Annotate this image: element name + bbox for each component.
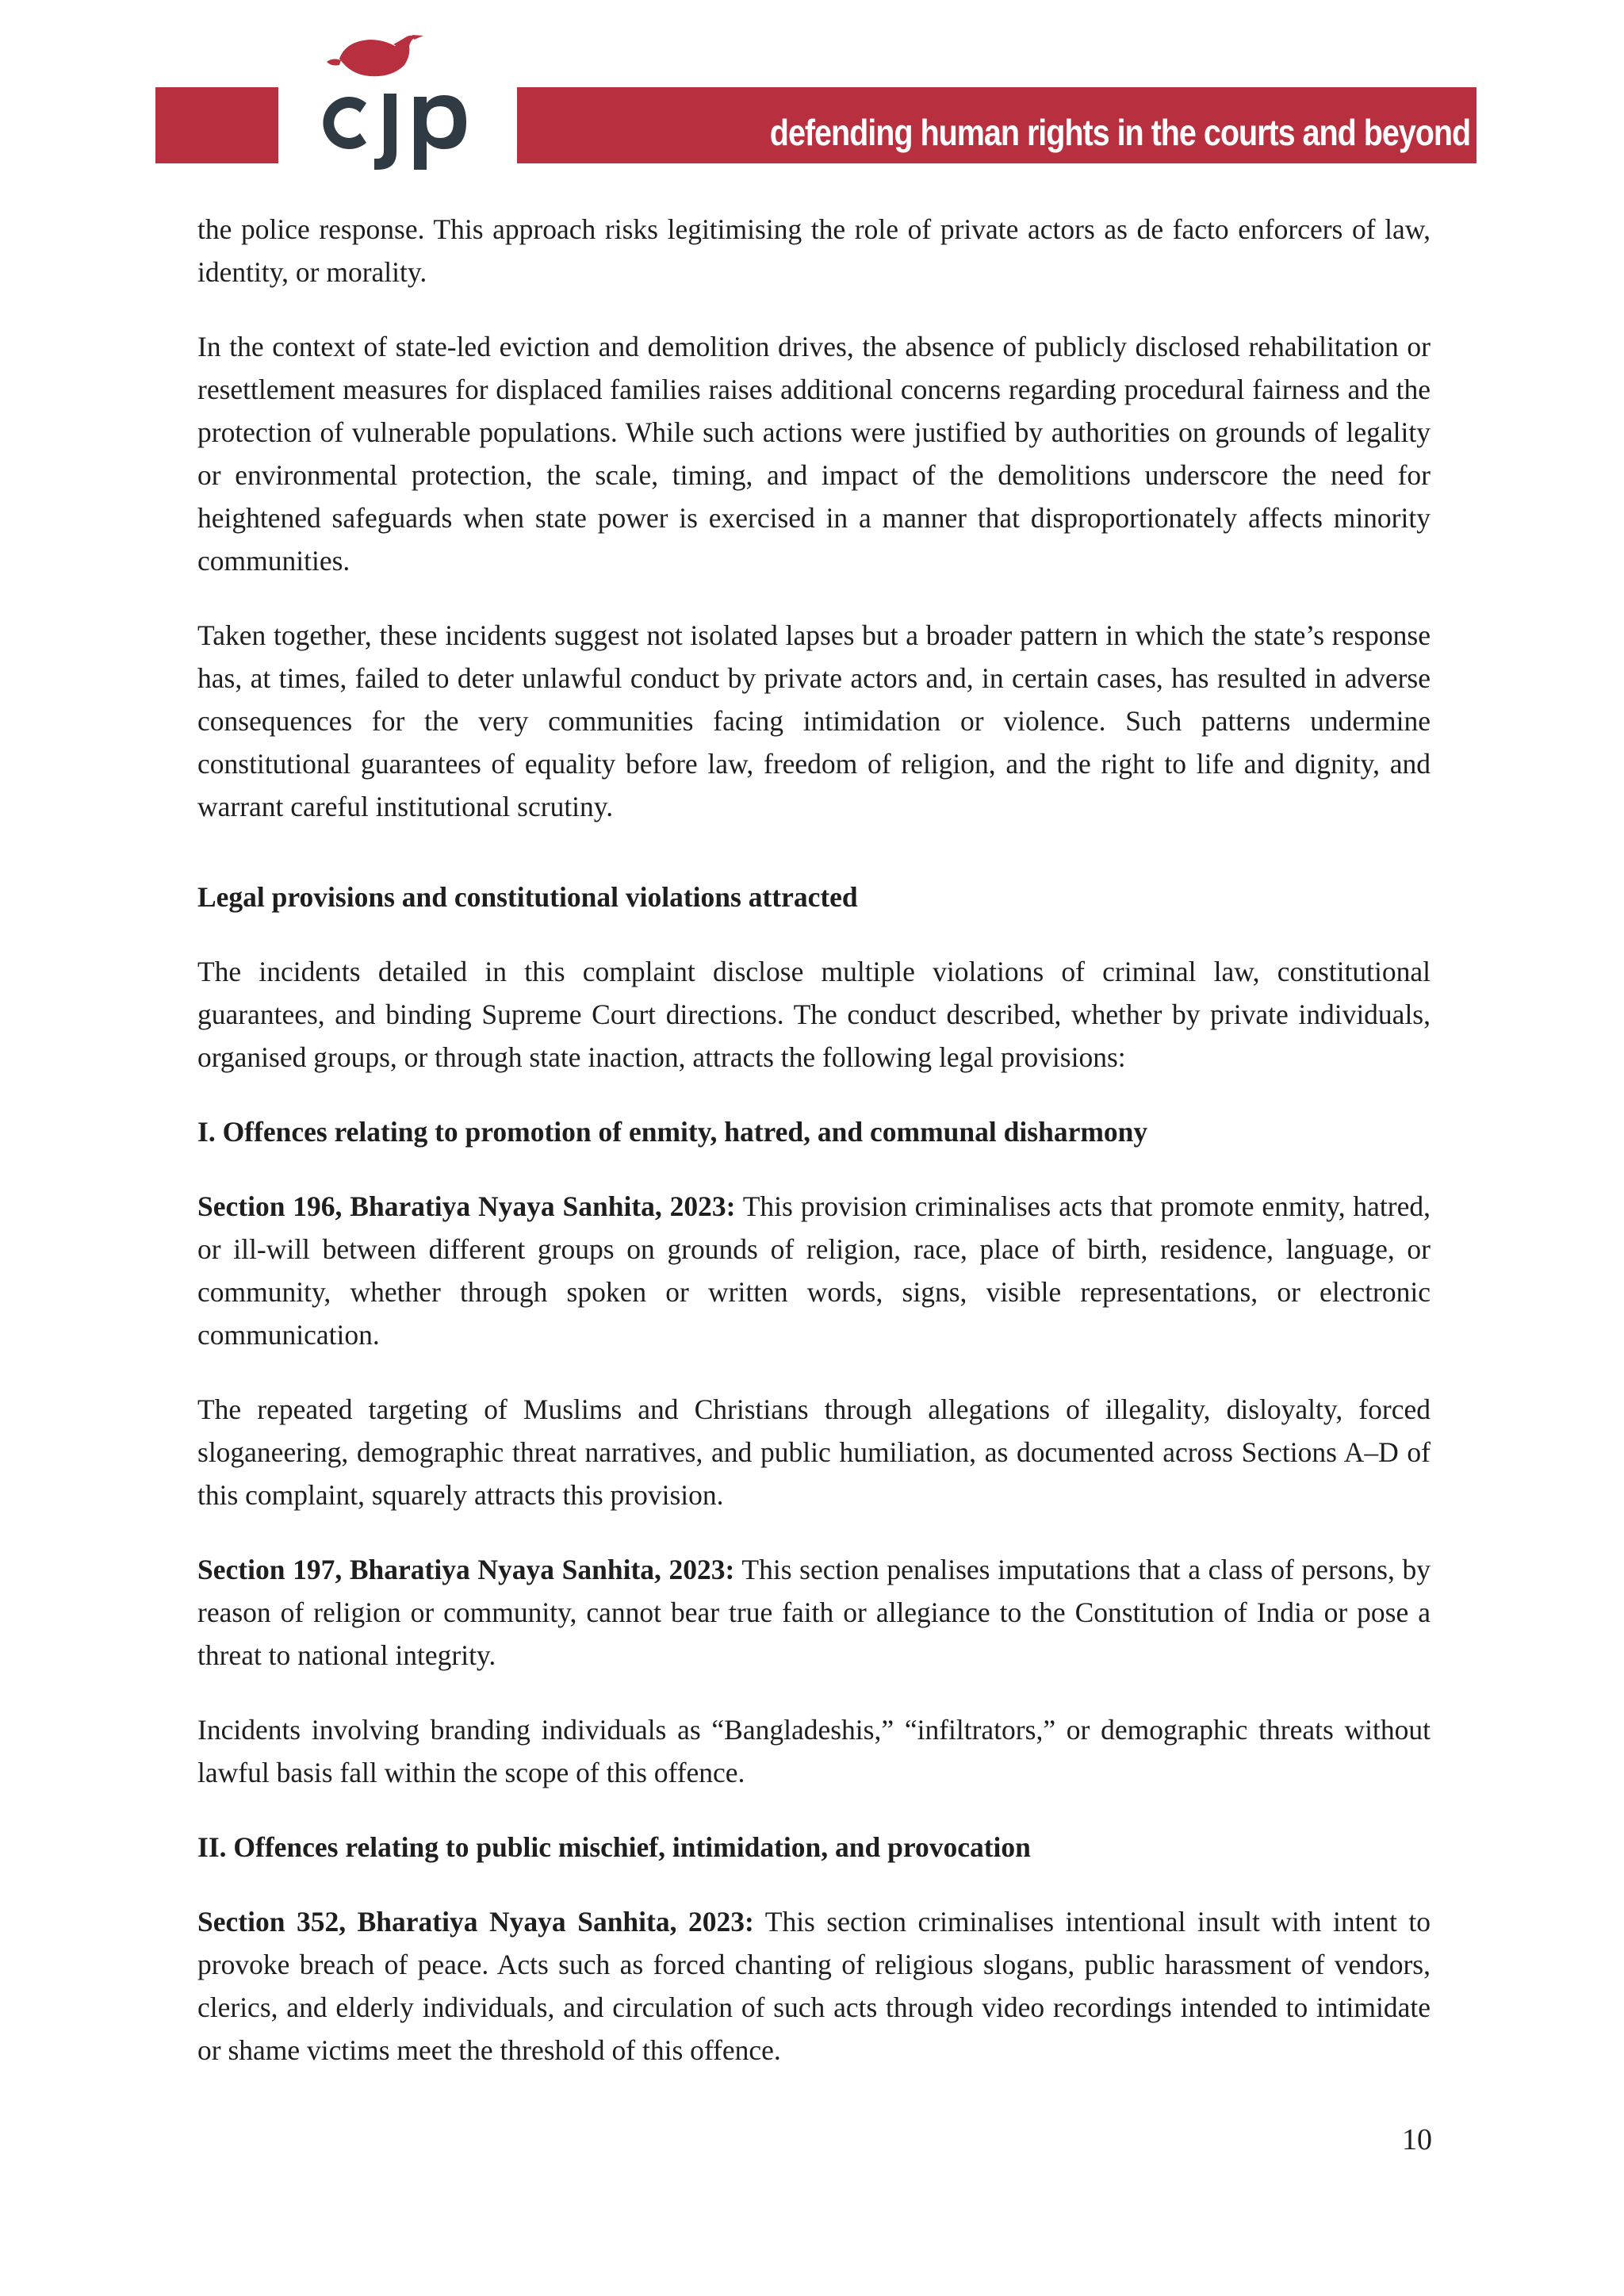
provision-paragraph [197, 1548, 1431, 1677]
provision-title: Section 196, Bharatiya Nyaya Sanhita, 2023: [197, 1190, 736, 1222]
header-banner [0, 0, 1624, 182]
body-paragraph: In the context of state-led eviction and demolition drives, the absence of publicly disclosed rehabilitation or resettlement measures for displaced families raises additional concerns regarding procedural fairness and the protection of vulnerable populations. While such actions were justified by authorities on grounds of legality or environmental protection, the scale, timing, and impact of the demolitions underscore the need for heightened safeguards when state power is exercised in a manner that disproportionately affects minority communities. [197, 331, 1431, 577]
header-band-right [517, 87, 1477, 163]
logo-letters [323, 94, 466, 170]
provision-text: This section criminalises intentional insult with intent to provoke breach of peace. Acts such as forced chanting of religious slogans, public harassment of vendors, clerics, and elderly individuals, and circulation of such acts through video recordings intended to intimidate or shame victims meet the threshold of this offence. [197, 1906, 1431, 2066]
header-tagline: defending human rights in the courts and beyond [769, 112, 1470, 153]
provision-title: Section 352, Bharatiya Nyaya Sanhita, 2023: [197, 1906, 754, 1938]
provision-paragraph [197, 1185, 1431, 1356]
body-paragraph: Incidents involving branding individuals as “Bangladeshis,” “infiltrators,” or demographic threats without lawful basis fall within the scope of this offence. [197, 1714, 1431, 1788]
bird-icon [327, 35, 423, 76]
section-heading: I. Offences relating to promotion of enmity, hatred, and communal disharmony [197, 1116, 1148, 1148]
provision-paragraph [197, 1900, 1431, 2072]
provision-title: Section 197, Bharatiya Nyaya Sanhita, 2023: [197, 1554, 735, 1585]
provision-text: This section penalises imputations that a class of persons, by reason of religion or community, cannot bear true faith or allegiance to the Constitution of India or pose a threat to national integrity. [197, 1554, 1431, 1671]
body-paragraph: The incidents detailed in this complaint disclose multiple violations of criminal law, constitutional guarantees, and binding Supreme Court directions. The conduct described, whether by private individuals, organised groups, or through state inaction, attracts the following legal provisions: [197, 956, 1431, 1073]
page-number: 10 [1402, 2123, 1432, 2156]
body-paragraph: Taken together, these incidents suggest not isolated lapses but a broader pattern in which the state’s response has, at times, failed to deter unlawful conduct by private actors and, in certain cases, has resulted in adverse consequences for the very communities facing intimidation or violence. Such patterns undermine constitutional guarantees of equality before law, freedom of religion, and the right to life and dignity, and warrant careful institutional scrutiny. [197, 619, 1431, 822]
body-paragraph: The repeated targeting of Muslims and Christians through allegations of illegality, disloyalty, forced sloganeering, demographic threat narratives, and public humiliation, as documented across Sections A–D of this complaint, squarely attracts this provision. [197, 1393, 1431, 1511]
document-body [197, 208, 1431, 2072]
provision-text: This provision criminalises acts that promote enmity, hatred, or ill-will between different groups on grounds of religion, race, place of birth, residence, language, or community, whether through spoken or written words, signs, visible representations, or electronic communication. [197, 1190, 1431, 1351]
section-heading: Legal provisions and constitutional violations attracted [197, 881, 858, 913]
body-paragraph: the police response. This approach risks legitimising the role of private actors as de facto enforcers of law, identity, or morality. [197, 213, 1431, 288]
cjp-logo [317, 24, 484, 174]
header-band-left [155, 87, 278, 163]
section-heading: II. Offences relating to public mischief, intimidation, and provocation [197, 1831, 1031, 1863]
